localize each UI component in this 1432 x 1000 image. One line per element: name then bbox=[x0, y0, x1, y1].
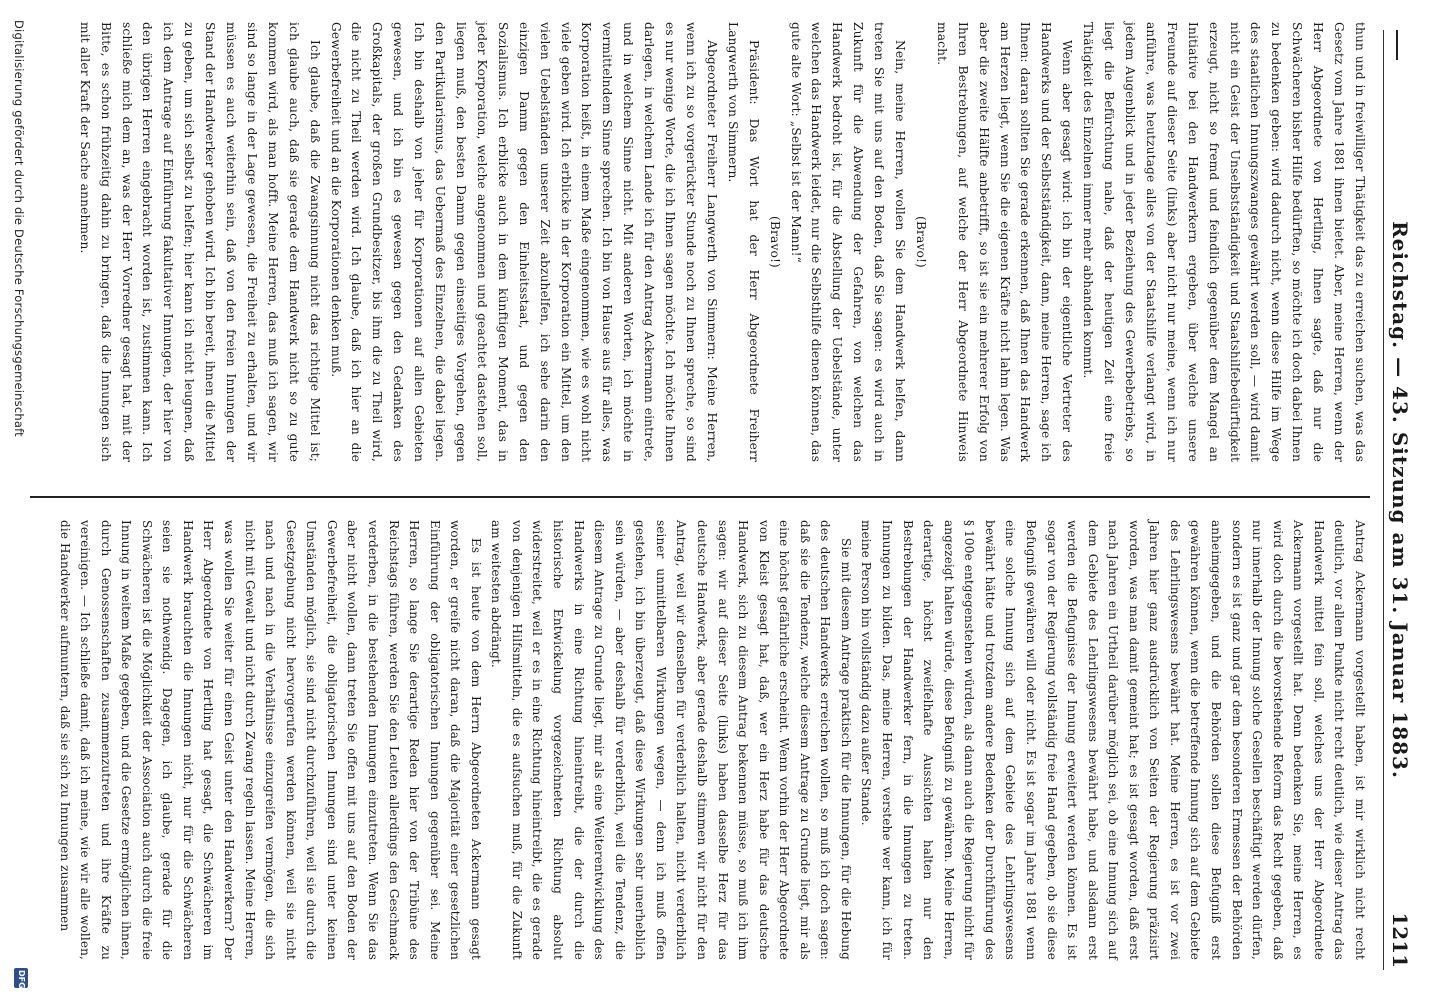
paragraph: Antrag Ackermann vorgestellt haben, ist mir wirklich nicht recht deutlich, vor allem Punkte nicht recht deutlich, wie dieser Antrag das Handwerk mittel fein soll, welches uns der Herr Abgeordnete Ackermann vorgestellt hat. Denn bedenken Sie, meine Herren, es wird doch durch die bevorstehende Reform das Recht gegeben, daß nur innerhalb der Innung solche Gesellen beschäftigt werden dürfen, sondern es ist ganz und gar dem besonderen Ermessen der Behörden anheimgegeben, und die Behörden sollen diese Befugniß erst gewähren können, wenn die betreffende Innung sich auf dem Gebiete des Lehrlingswesens bewährt hat. Meine Herren, es ist vor zwei Jahren hier ganz ausdrücklich von Seiten der Regierung präzisirt worden, was man damit gemeint hat; es ist gesagt worden, daß erst nach Jahren ein Urtheil darüber möglich sei, ob eine Innung sich auf dem Gebiete des Lehrlingswesens bewährt habe, und alsdann erst werden die Befugnisse der Innung erweitert werden können. Es ist sogar von der Regierung vollständig freie Hand gegeben, ob sie diese Befugniß gewähren will oder nicht. Es ist sogar im Jahre 1881 wenn eine solche Innung sich auf dem Gebiete des Lehrlingswesens bewährt hätte und trotzdem andere Bedenken der Durchführung des § 100e entgegenstehen würden, als dann auch die Regierung nicht für angezeigt halten würde, diese Befugniß zu gewähren. Meine Herren, derartige, höchst zweifelhafte Aussichten halten nur den Bestrebungen der Handwerker fern, in die Innungen zu treten. Innungen zu bilden. Das, meine Herren, verstehe wer kann, ich für meine Person bin vollständig dazu außer Stande. bbox=[859, 520, 1367, 960]
header-rule bbox=[1383, 30, 1384, 970]
paragraph: Nein, meine Herren, wollen Sie dem Handwerk helfen, dann treten Sie mit uns auf den Boden, daß Sie sagen: es wird auch in Zukunft für die Abwendung der Gefahren, von welchen das Handwerk bedroht ist, für die Abstellung der Uebelstände, unter welchen das Handwerk leidet, nur die Selbsthilfe dienen können, das gute alte Wort: „Selbst ist der Mann!“ bbox=[788, 22, 908, 462]
dfg-logo-label: DFG bbox=[17, 970, 26, 989]
president-remark: Präsident: Das Wort hat der Herr Abgeordnete Freiherr Langwerth von Simmern. bbox=[725, 22, 761, 462]
column-divider bbox=[30, 496, 1370, 498]
paragraph: thun und in freiwilliger Thätigkeit das zu erreichen suchen, was das Gesetz vom Jahre 1881 ihnen bietet. Aber, meine Herren, wenn der Herr Abgeordnete von Hertling, Ihnen sagte, daß nur die Schwächeren bisher Hilfe bedürften, so möchte ich doch dabei Ihnen zu bedenken geben: wird dadurch nicht, wenn diese Hilfe im Wege des staatlichen Innungszwanges gewährt werden soll, — wird damit nicht ein Geist der Unselbstständigkeit und Staatshilfebedürftigkeit erzeugt, nicht so fremd und feindlich gegenüber dem Mangel an Initiative bei den Handwerkern ergeben, über welche unsere Freunde auf dieser Seite (links) aber nicht nur meine, wenn ich nur anführe, was heutzutage alles von der Staatshilfe verlangt wird, in jedem Augenblick und in jeder Beziehung des Gewerbebetriebs, so liegt die Befürchtung nahe, daß der heutigen Zeit eine freie Thätigkeit des Einzelnen immer mehr abhanden kommt. bbox=[1081, 22, 1367, 462]
applause-note: (Bravo!) bbox=[913, 216, 928, 268]
paragraph: Es ist heute von dem Herrn Abgeordneten Ackermann gesagt worden, er greife nicht daran, daß die Majorität einer gesetzlichen Einführung der obligatorischen Innungen gegenüber sei. Meine Herren, so lange Sie derartige Reden hier von der Tribüne des Reichstags führen, werden Sie den Leuten allerdings den Geschmack verderben, in die bestehenden Innungen einzutreten. Wenn Sie das aber nicht wollen, dann treten Sie offen mit uns auf den Boden der Gewerbefreiheit, die obligatorischen Innungen sind unter keinen Umständen möglich, sie sind nicht durchzuführen, weil sie durch die Gesetzgebung nicht hervorgerufen werden können, weil sie nicht nach und nach in die Verhältnisse einzugreifen vermögen, die sich nicht mit Gewalt und nicht durch Zwang regeln lassen. Meine Herren, was wollen Sie weiter für einen Geist unter den Handwerkern? Der Herr Abgeordnete von Hertling hat gesagt, die Schwächeren im Handwerk brauchten die Innungen nicht, nur für die Schwächeren seien sie nothwendig. Dagegen, ich glaube, gerade für die Schwächeren ist die Möglichkeit der Association auch durch die freie Innung in weitem Maße gegeben, und die Gesetze ermöglichen ihnen, durch Genossenschaften zusammenzutreten und ihre Kräfte zu vereinigen. — Ich schließe damit, daß ich meine, wie wir alle wollen, die Handwerker aufmuntern, daß sie sich zu Innungen zusammen bbox=[57, 520, 483, 960]
paragraph: Wenn aber gesagt wird: ich bin der eigentliche Vertreter des Handwerks und der Selbstständigkeit, dann, meine Herren, sage ich Ihnen: daran sollten Sie gerade erkennen, daß Ihnen das Handwerk am Herzen liegt, wenn Sie die eigenen Kräfte nicht lahm legen. Was aber die zweite Hälfte anbetrifft, so ist sie ein mehrerer Erfolg von Ihren Bestrebungen, auf welche der Herr Abgeordnete Hinweis macht. bbox=[934, 22, 1075, 462]
paragraph: Ich glaube, daß die Zwangsinnung nicht das richtige Mittel ist; ich glaube auch, daß sie gerade dem Handwerk nicht so zu gute kommen wird, als man hofft. Meine Herren, das muß ich sagen, wir sind so lange in der Lage gewesen, die Freiheit zu erhalten, und wir müssen es auch weiterhin sein, daß von den freien Innungen der Stand der Handwerker gehoben wird. Ich bin bereit, ihnen die Mittel zu geben, um sich selbst zu helfen; hier kann ich nicht leugnen, daß ich dem Antrage auf Einführung fakultativer Innungen, der hier von den übrigen Herren eingebracht worden ist, zustimmen kann. Ich schließe mich dem an, was der Herr Vorredner gesagt hat, mit der Bitte, es schon frühzeitig dahin zu bringen, daß die Innungen sich mit aller Kraft der Sache annehmen. bbox=[77, 22, 322, 462]
running-head bbox=[1380, 30, 1414, 970]
paragraph: Abgeordneter Freiherr Langwerth von Simmern: Meine Herren, wenn ich zu so vorgerückter Stunde noch zu Ihnen spreche, so sind es nur wenige Worte, die ich Ihnen sagen möchte. Ich möchte Ihnen darlegen, in welchem Lande ich für den Antrag Ackermann eintrete, und in welchem Sinne nicht. Mit anderen Worten, ich möchte in vermittelndem Sinne sprechen. Ich bin von Hause aus für alles, was Korporation heißt, in einem Maße eingenommen, wie es wohl nicht viele geben wird. Ich erblicke in der Korporation ein Mittel, um den vielen Uebelständen unserer Zeit abzuhelfen, ich sehe darin den einzigen Damm gegen den Einheitsstaat, und gegen den Sozialismus. Ich erblicke auch in dem künftigen Moment, das in jeder Korporation, welche angenommen und geachtet dastehen soll, liegen muß, den besten Damm gegen einseitiges Vorgehen, gegen den Partikularismus, das Uebermaß des Einzelnen, die dabei liegen. Ich bin deshalb von jeher für Korporationen auf allen Gebieten gewesen, und ich bin es gewesen gegen den Gedanken des Großkapitals, der großen Grundbesitzer, bis ihm die zu Theil wird, die nicht zu Theil werden wird. Ich glaube, daß ich hier an die Gewerbefreiheit und an die Korporationen denken muß. bbox=[328, 22, 719, 462]
page-number: 1211 bbox=[1388, 912, 1412, 968]
applause-note: (Bravo!) bbox=[767, 216, 782, 268]
page-title: Reichstag. — 43. Sitzung am 31. Januar 1883. bbox=[1388, 221, 1412, 779]
paragraph: Sie mit diesem Antrage praktisch für die Innungen, für die Hebung des deutschen Handwerks erreichen wollen, so muß ich doch sagen: daß sie die Tendenz, welche diesem Antrage zu Grunde liegt, mir als eine höchst gefährliche erscheint. Wenn vorhin der Herr Abgeordnete von Kleist gesagt hat, daß, wer ein Herz habe für das deutsche Handwerk, sich zu diesem Antrag bekennen müsse, so muß ich ihm sagen: wir auf dieser Seite (links) haben dasselbe Herz für das deutsche Handwerk, aber gerade deshalb stimmen wir nicht für den Antrag, weil wir denselben für verderblich halten, nicht verderblich seiner unmittelbaren Wirkungen wegen, — denn ich muß offen gestehen, ich bin überzeugt, daß diese Wirkungen sehr unerheblich sein würden, — aber deshalb für verderblich, weil die Tendenz, die diesem Antrage zu Grunde liegt, mir als eine Weiterentwicklung des Handwerks in eine Richtung hineintreibt, die der durch die historische Entwickelung vorgezeichneten Richtung absolut widerstreitet, weil er es in eine Richtung hineintreibt, die es gerade von denjenigen Hilfsmitteln, die es aufsuchen muß, für die Zukunft am weitesten abdrängt. bbox=[489, 520, 853, 960]
footer bbox=[4, 0, 32, 1000]
text-column-left bbox=[74, 22, 1370, 462]
footer-credit: Digitalisierung gefördert durch die Deutsche Forschungsgemeinschaft bbox=[12, 20, 26, 437]
text-column-right bbox=[54, 520, 1370, 960]
